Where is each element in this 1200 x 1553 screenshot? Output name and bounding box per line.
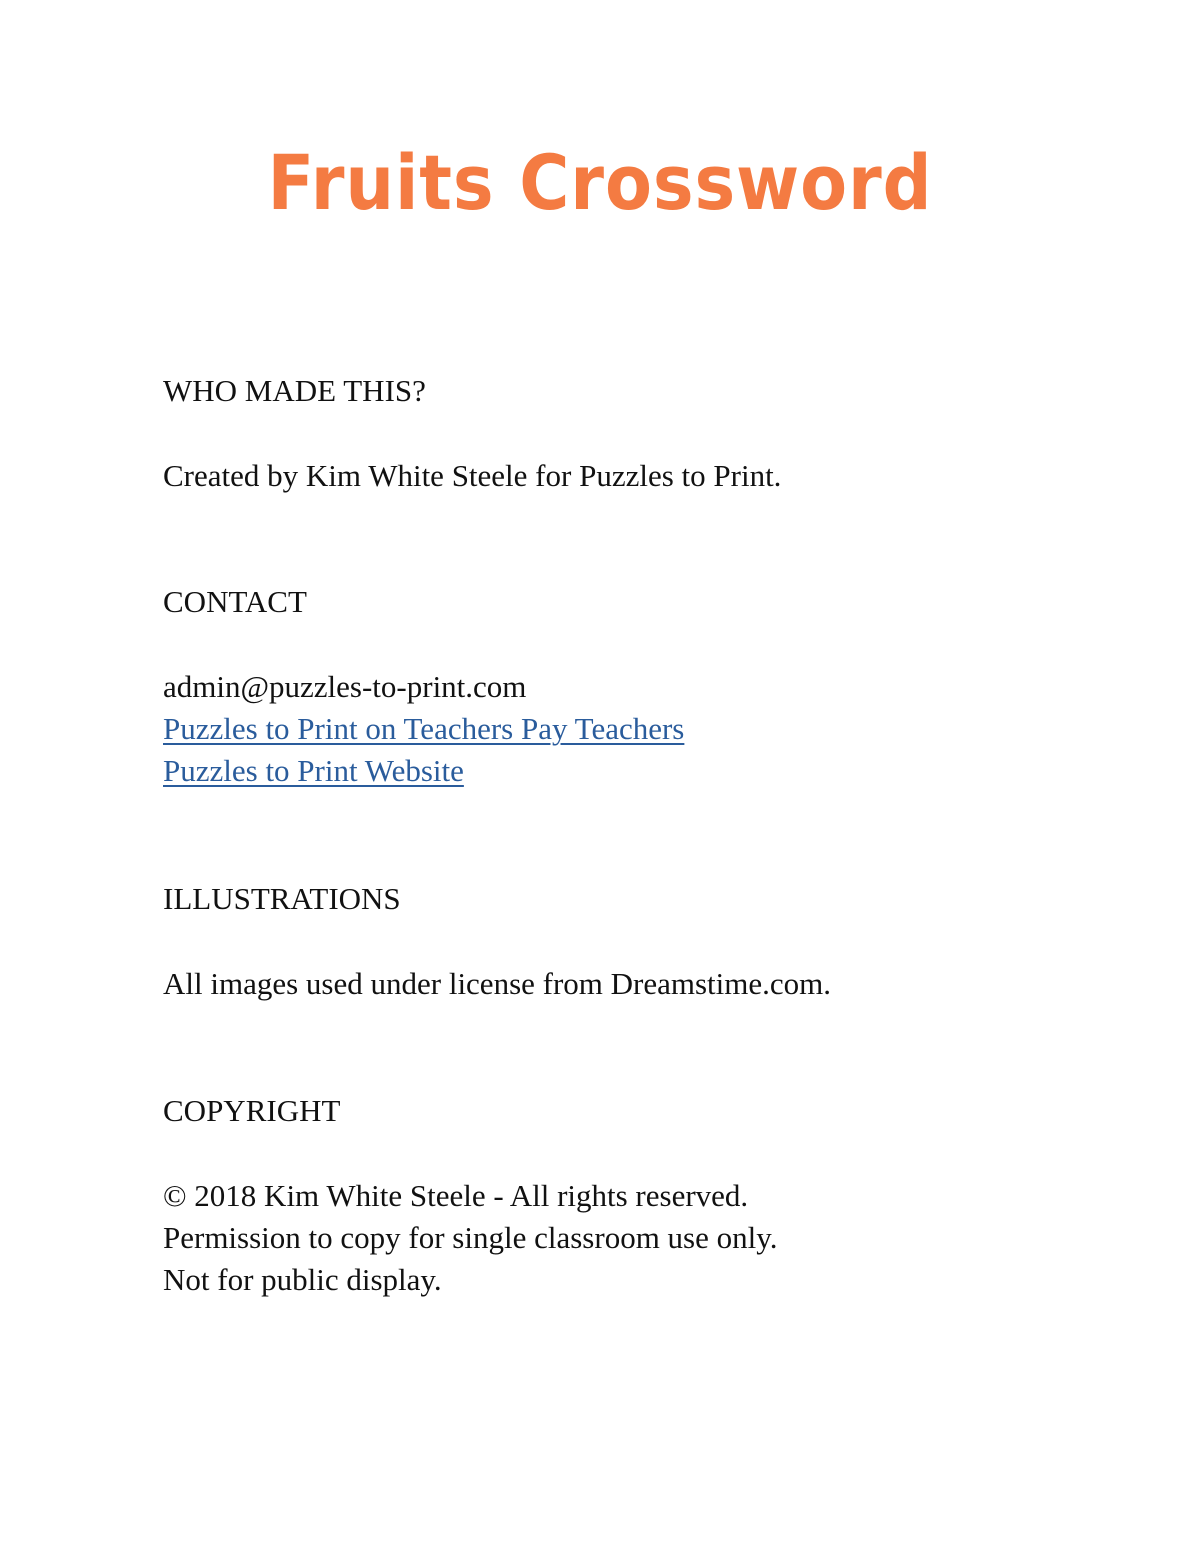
website-link[interactable]: Puzzles to Print Website (163, 753, 464, 788)
page-title: Fruits Crossword (267, 138, 933, 227)
contact-heading: CONTACT (163, 584, 307, 619)
copyright-heading: COPYRIGHT (163, 1093, 341, 1128)
illustrations-heading: ILLUSTRATIONS (163, 881, 401, 916)
teachers-pay-teachers-link[interactable]: Puzzles to Print on Teachers Pay Teachers (163, 711, 685, 746)
permission-line: Permission to copy for single classroom use only. (163, 1220, 778, 1255)
contact-email: admin@puzzles-to-print.com (163, 669, 527, 704)
creator-text: Created by Kim White Steele for Puzzles to Print. (163, 458, 782, 493)
illustrations-text: All images used under license from Dreamstime.com. (163, 966, 832, 1001)
display-restriction-line: Not for public display. (163, 1262, 442, 1297)
copyright-line: © 2018 Kim White Steele - All rights reserved. (163, 1178, 749, 1213)
who-made-this-heading: WHO MADE THIS? (163, 373, 426, 408)
